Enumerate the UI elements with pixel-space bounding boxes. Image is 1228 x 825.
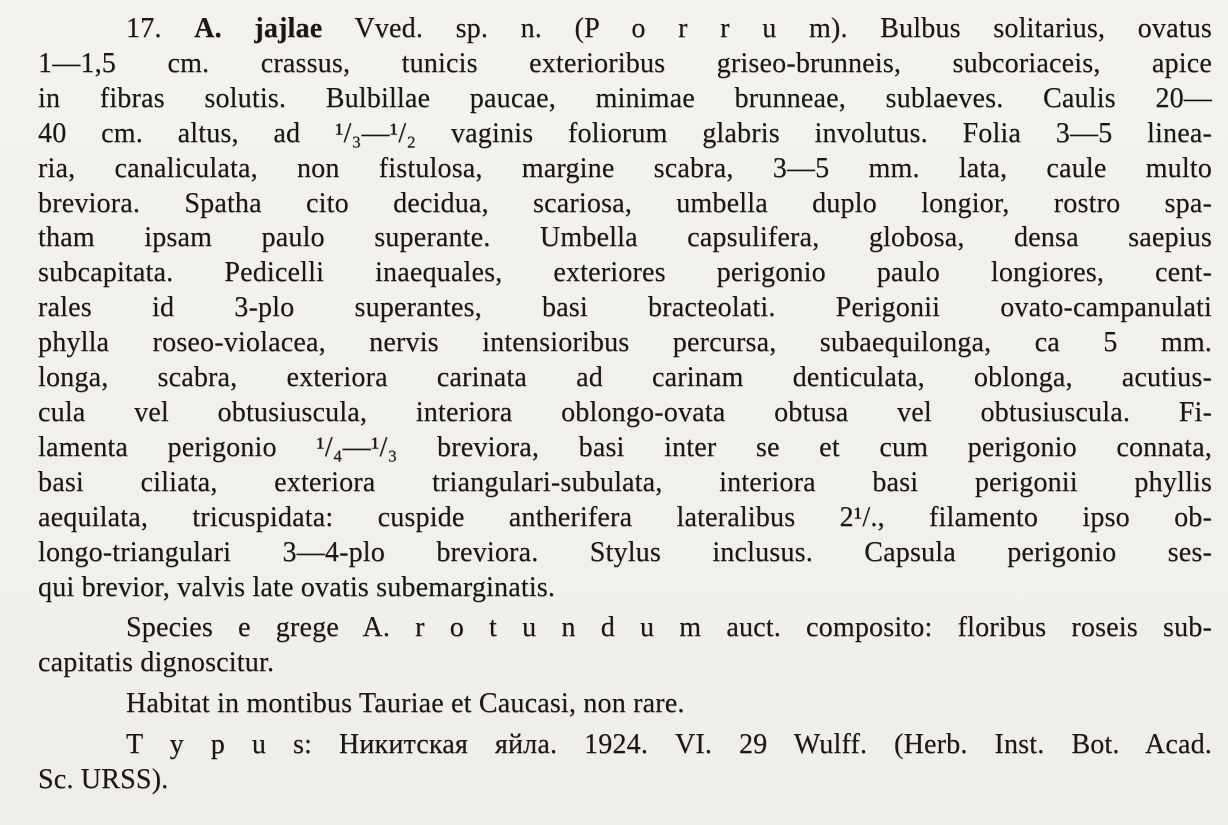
text-segment: ria, canaliculata, non fistulosa, margine scabra, 3—5 mm. lata, caule multo [38,152,1212,184]
text-line [38,291,1212,326]
text-segment: Vved. sp. n. (P o r r u m). Bulbus solitarius, ovatus [322,13,1212,44]
text-line [38,396,1212,431]
text-line [38,47,1212,82]
text-segment: in fibras solutis. Bulbillae paucae, minimae brunneae, sublaeves. Caulis 20— [38,82,1212,114]
text-segment: breviora. Spatha cito decidua, scariosa, umbella duplo longior, rostro spa- [38,187,1212,219]
text-segment: T y p u s: Никитская яйла. 1924. VI. 29 Wulff. (Herb. Inst. Bot. Acad. [126,729,1212,761]
text-segment: Sc. URSS). [38,764,169,796]
text-line [38,117,1212,152]
text-line [38,256,1212,291]
species-name-bold: A. jajlae [194,13,323,44]
text-segment: qui brevior, valvis late ovatis subemarginatis. [38,571,556,603]
text-segment: tham ipsam paulo superante. Umbella capsulifera, globosa, densa saepius [38,222,1212,254]
text-segment: aequilata, tricuspidata: cuspide antherifera lateralibus 2¹/., filamento ipso ob- [38,501,1212,533]
text-line [38,571,1212,606]
text-line [38,646,1212,681]
text-line [38,466,1212,501]
text-segment: Habitat in montibus Tauriae et Caucasi, non rare. [126,688,685,720]
text-line [38,431,1212,466]
paragraph [38,12,1212,605]
text-segment: Species e grege A. r o t u n d u m auct. composito: floribus roseis sub- [126,612,1212,644]
text-line [38,611,1212,646]
text-line [38,12,1212,47]
text-line [38,326,1212,361]
text-line [38,728,1212,763]
species-description-text [38,12,1212,798]
paragraph [38,728,1212,798]
text-segment: rales id 3-plo superantes, basi bracteolati. Perigonii ovato-campanulati [38,292,1212,324]
text-segment: lamenta perigonio ¹/₄—¹/₃ breviora, basi inter se et cum perigonio connata, [38,431,1212,463]
text-segment: 1—1,5 cm. crassus, tunicis exterioribus griseo-brunneis, subcoriaceis, apice [38,47,1212,79]
text-line [38,501,1212,536]
text-line [38,82,1212,117]
text-line [38,187,1212,222]
text-line [38,152,1212,187]
text-line [38,763,1212,798]
text-segment: capitatis dignoscitur. [38,647,275,679]
paragraph [38,611,1212,681]
text-segment: 40 cm. altus, ad ¹/₃—¹/₂ vaginis foliorum glabris involutus. Folia 3—5 linea- [38,117,1212,149]
text-line [38,536,1212,571]
text-line [38,221,1212,256]
text-segment: longa, scabra, exteriora carinata ad carinam denticulata, oblonga, acutius- [38,362,1212,394]
text-line [38,361,1212,396]
text-line [38,687,1212,722]
text-segment: phylla roseo-violacea, nervis intensioribus percursa, subaequilonga, ca 5 mm. [38,327,1212,359]
text-segment: cula vel obtusiuscula, interiora oblongo-ovata obtusa vel obtusiuscula. Fi- [38,396,1212,428]
text-segment: longo-triangulari 3—4-plo breviora. Stylus inclusus. Capsula perigonio ses- [38,536,1212,568]
text-segment: subcapitata. Pedicelli inaequales, exteriores perigonio paulo longiores, cent- [38,257,1212,289]
paragraph [38,687,1212,722]
text-segment: 17. [126,13,195,44]
text-segment: basi ciliata, exteriora triangulari-subulata, interiora basi perigonii phyllis [38,466,1212,498]
